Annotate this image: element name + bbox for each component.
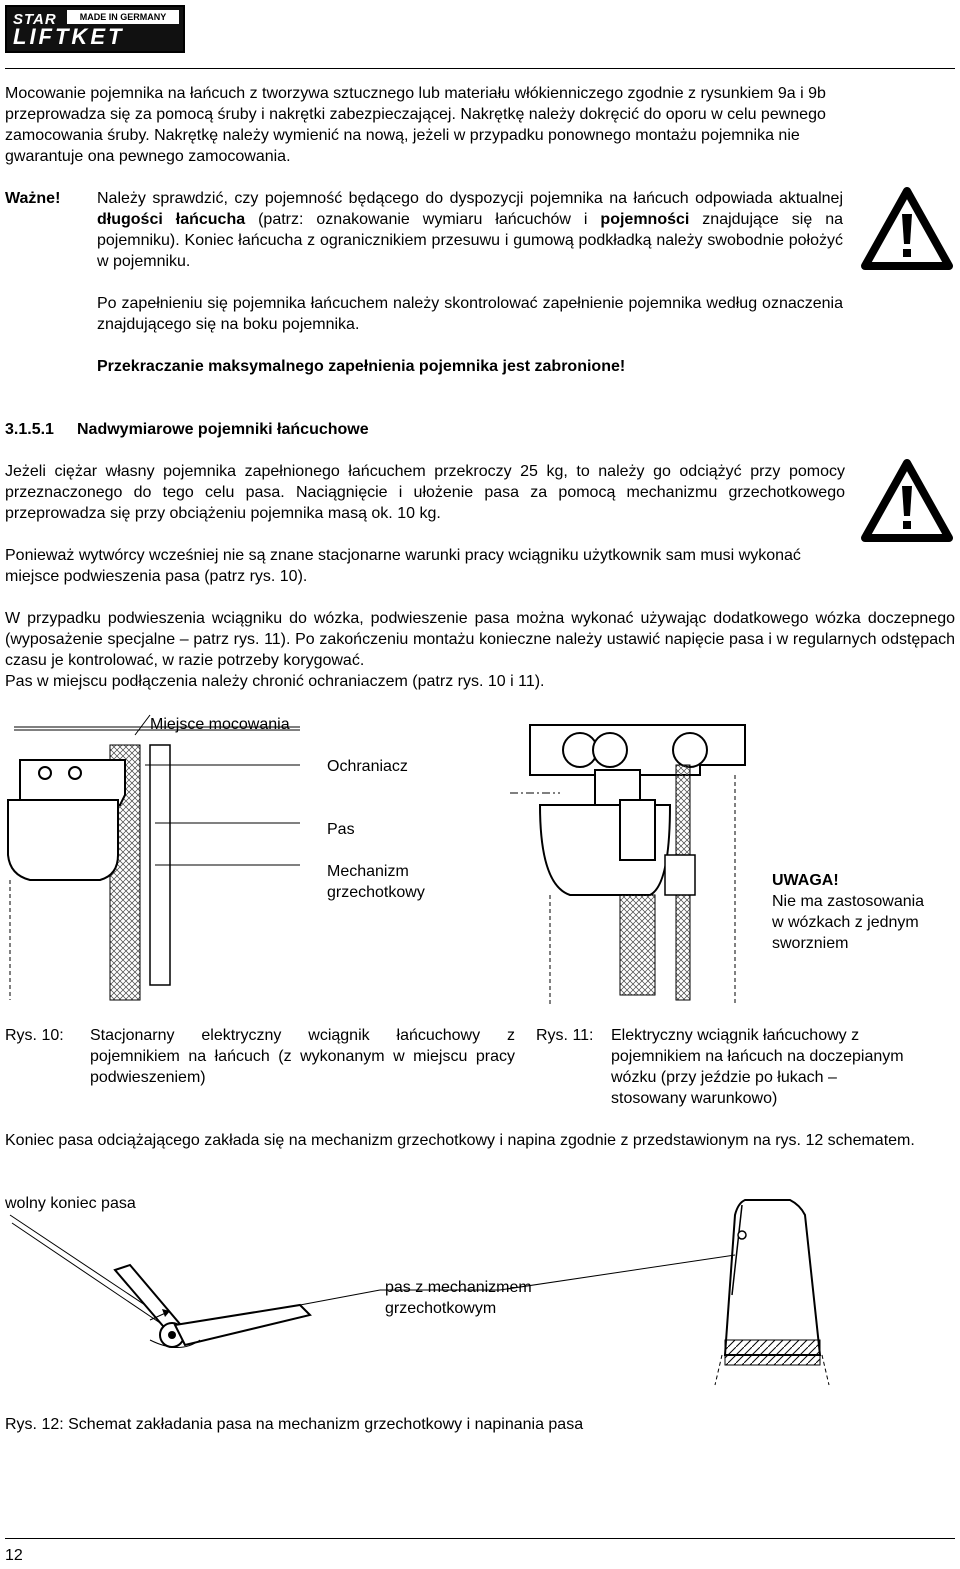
note-title: UWAGA! xyxy=(772,872,839,889)
label-free-end: wolny koniec pasa xyxy=(5,1195,136,1212)
stationary-hoist-drawing xyxy=(8,715,300,1000)
fig11-caption xyxy=(611,1025,956,1109)
ratchet-diagram xyxy=(0,1195,960,1395)
fig10-label: Rys. 10: xyxy=(5,1027,64,1044)
intro-line-2: przeprowadza się za pomocą śruby i nakrętki zabezpieczającej. Nakrętkę należy dokręcić do oporu w celu pewnego xyxy=(5,106,826,123)
ratchet-mechanism-drawing xyxy=(10,1215,500,1348)
label-belt-ratchet-2: grzechotkowym xyxy=(385,1300,497,1317)
logo-made-in-germany: MADE IN GERMANY xyxy=(67,10,179,24)
fig11-label: Rys. 11: xyxy=(536,1027,594,1044)
logo-star-text: STAR xyxy=(13,11,57,28)
intro-line-1: Mocowanie pojemnika na łańcuch z tworzywa sztucznego lub materiału włókienniczego zgodnie z rysunkiem 9a i 9b xyxy=(5,85,826,102)
chain-bucket-drawing xyxy=(500,1200,829,1385)
fig11-caption-line-4: stosowany warunkowo) xyxy=(611,1090,778,1107)
label-belt: Pas xyxy=(327,821,355,838)
company-logo xyxy=(5,5,185,53)
paragraph-belt-weight: Jeżeli ciężar własny pojemnika zapełnionego łańcuchem przekroczy 25 kg, to należy go odciążyć przy pomocy przeznaczonego do tego celu pasa. Naciągnięcie i ułożenie pasa za pomocą mechanizmu grzechotkowego przeprowadza się przy obciążeniu pojemnika masą ok. 10 kg. xyxy=(5,463,845,522)
note-line-1: Nie ma zastosowania xyxy=(772,893,925,910)
paragraph-ratchet: Koniec pasa odciążającego zakłada się na mechanizm grzechotkowy i napina zgodnie z przedstawionym na rys. 12 schematem. xyxy=(5,1132,915,1149)
important-paragraph-1 xyxy=(97,188,843,272)
important-prohibition: Przekraczanie maksymalnego zapełnienia pojemnika jest zabronione! xyxy=(97,358,626,375)
intro-line-3: zamocowania śruby. Nakrętkę należy wymienić na nową, jeżeli w przypadku ponownego montażu pojemnika nie xyxy=(5,127,800,144)
warning-triangle-icon xyxy=(860,186,954,272)
label-mount-point: Miejsce mocowania xyxy=(150,716,290,733)
section-number: 3.1.5.1 xyxy=(5,421,54,438)
important-text-c: (patrz: oznakowanie wymiaru łańcuchów i xyxy=(245,211,601,228)
paragraph-stationary: Ponieważ wytwórcy wcześniej nie są znane stacjonarne warunki pracy wciągniku użytkownik sam musi wykonać miejsce podwieszenia pasa (patrz rys. 10). xyxy=(5,547,801,585)
fig11-caption-line-2: pojemnikiem na łańcuch na doczepianym xyxy=(611,1048,904,1065)
fig11-caption-line-1: Elektryczny wciągnik łańcuchowy z xyxy=(611,1027,860,1044)
footer-rule xyxy=(5,1538,955,1539)
important-text-e: znajdujące się na pojemniku). Koniec łańcucha z ogranicznikiem przesuwu i gumową podkładką należy swobodnie położyć w pojemniku. xyxy=(97,211,843,270)
important-chain-length: długości łańcucha xyxy=(97,211,246,228)
important-label: Ważne! xyxy=(5,190,61,207)
important-capacity: pojemności xyxy=(600,211,690,228)
fig10-caption: Stacjonarny elektryczny wciągnik łańcuchowy z pojemnikiem na łańcuch (z wykonanym w miejscu pracy podwieszeniem) xyxy=(90,1027,515,1086)
hoist-diagram xyxy=(0,705,960,1005)
paragraph-trolley: W przypadku podwieszenia wciągniku do wózka, podwieszenie pasa można wykonać używając dodatkowego wózka doczepnego (wyposażenie specjalne – patrz rys. 11). Po zakończeniu montażu konieczne należy ustawić napięcie pasa i w regularnych odstępach czasu je kontrolować, w razie potrzeby korygować. xyxy=(5,610,955,669)
label-ratchet-1: Mechanizm xyxy=(327,863,409,880)
warning-triangle-icon-2 xyxy=(860,458,954,544)
logo-liftket-text: LIFTKET xyxy=(13,24,125,49)
trolley-hoist-drawing xyxy=(510,725,745,1005)
intro-paragraph xyxy=(5,83,955,167)
note-line-2: w wózkach z jednym xyxy=(772,914,919,931)
section-title: Nadwymiarowe pojemniki łańcuchowe xyxy=(77,421,369,438)
important-paragraph-2: Po zapełnieniu się pojemnika łańcuchem należy skontrolować zapełnienie pojemnika według oznaczenia znajdującego się na boku pojemnika. xyxy=(97,295,843,333)
intro-line-4: gwarantuje ona pewnego zamocowania. xyxy=(5,148,291,165)
label-belt-ratchet-1: pas z mechanizmem xyxy=(385,1279,532,1296)
important-text-a: Należy sprawdzić, czy pojemność będącego do dyspozycji pojemnika na łańcuch odpowiada aktualnej xyxy=(97,190,843,207)
label-protector: Ochraniacz xyxy=(327,758,408,775)
page-number: 12 xyxy=(5,1547,23,1564)
fig12-caption: Rys. 12: Schemat zakładania pasa na mechanizm grzechotkowy i napinania pasa xyxy=(5,1416,584,1433)
label-ratchet-2: grzechotkowy xyxy=(327,884,425,901)
note-line-3: sworzniem xyxy=(772,935,849,952)
fig11-caption-line-3: wózku (przy jeździe po łukach – xyxy=(611,1069,837,1086)
header-rule xyxy=(5,68,955,69)
paragraph-protector: Pas w miejscu podłączenia należy chronić ochraniaczem (patrz rys. 10 i 11). xyxy=(5,673,545,690)
